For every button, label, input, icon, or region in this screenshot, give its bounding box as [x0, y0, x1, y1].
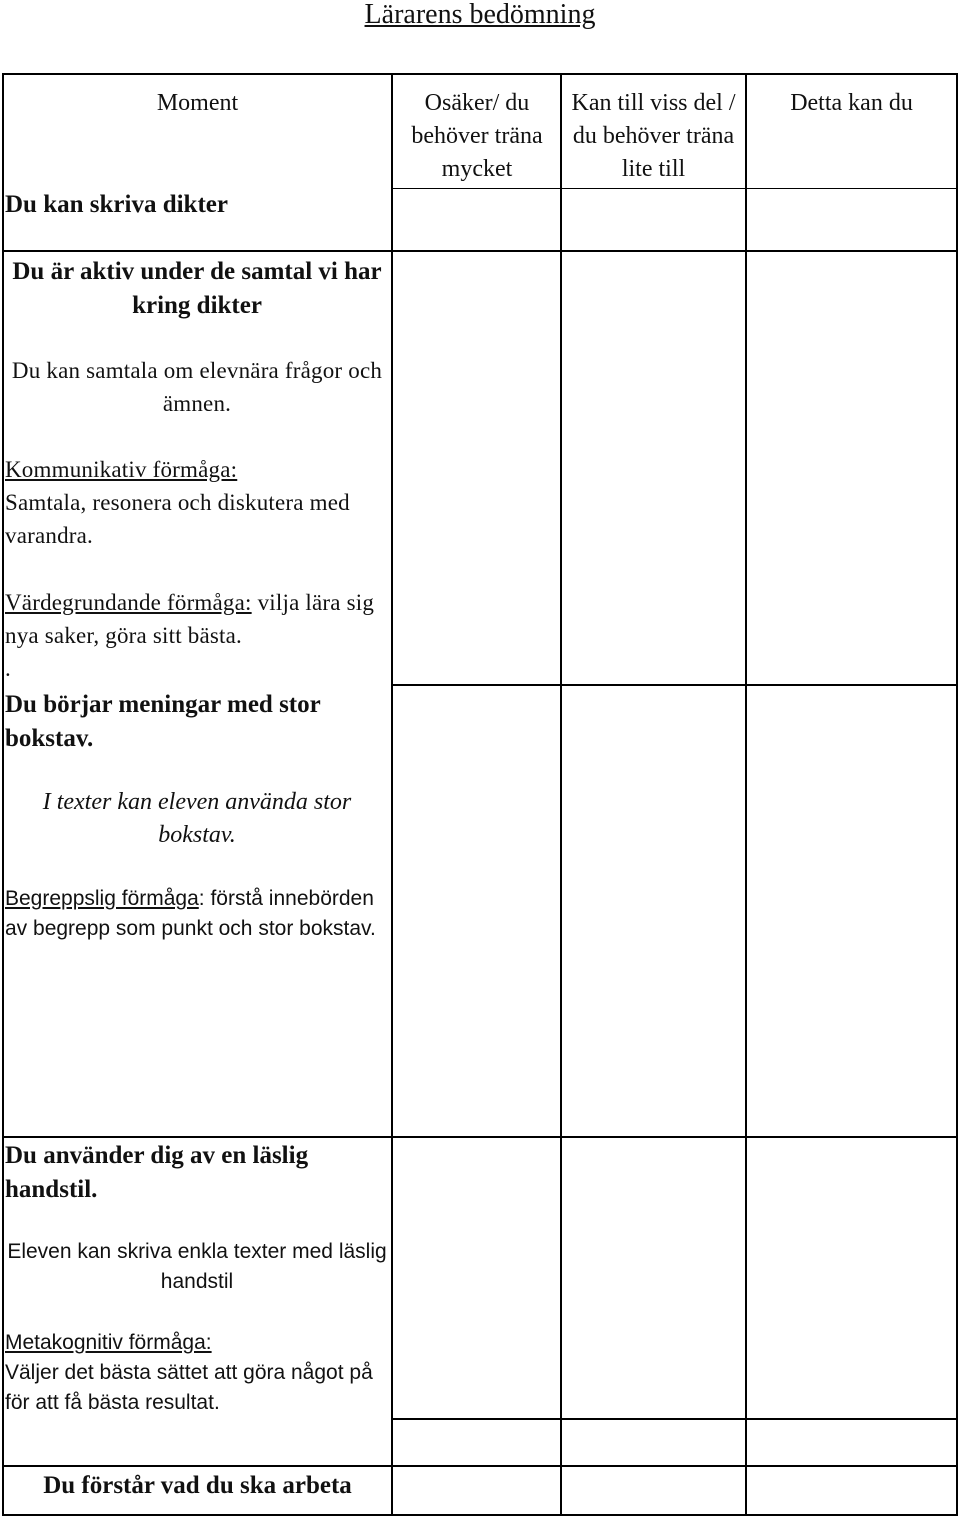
ability-text: Väljer det bästa sättet att göra något på för att få bästa resultat. — [5, 1361, 373, 1414]
table-border-right — [956, 73, 958, 1516]
row-divider — [2, 1465, 958, 1467]
page-title: Lärarens bedömning — [364, 0, 596, 30]
row-divider — [392, 1418, 958, 1420]
row-divider — [392, 188, 958, 189]
moment-active-discussions: Du är aktiv under de samtal vi har kring dikter — [12, 258, 382, 319]
table-border-left — [2, 73, 4, 1516]
moment-handwriting: Du använder dig av en läslig handstil. — [5, 1142, 309, 1203]
column-divider — [560, 73, 562, 1516]
ability-label: Värdegrundande förmåga: — [5, 590, 252, 615]
ability-text: : förstå innebörden av begrepp som punkt och stor bokstav. — [5, 887, 376, 940]
ability-label: Begreppslig förmåga — [5, 887, 199, 910]
moment-description: Eleven kan skriva enkla texter med läslig handstil — [7, 1240, 387, 1293]
header-moment: Moment — [156, 90, 239, 116]
header-col-unsure: Osäker/ du behöver träna mycket — [411, 90, 543, 182]
row-divider — [2, 1136, 958, 1138]
row-divider — [392, 684, 958, 686]
ability-text: Samtala, resonera och diskutera med varandra. — [5, 490, 350, 548]
moment-description: I texter kan eleven använda stor bokstav. — [42, 789, 352, 848]
table-border-top — [2, 73, 958, 75]
ability-text: vilja lära sig nya saker, göra sitt bästa. — [5, 590, 375, 648]
ability-block — [5, 884, 389, 944]
moment-understand-work: Du förstår vad du ska arbeta — [43, 1472, 352, 1499]
column-divider — [391, 73, 393, 1516]
ability-block — [5, 586, 389, 685]
moment-capital-letters: Du börjar meningar med stor bokstav. — [5, 691, 321, 752]
ability-block — [5, 1328, 391, 1418]
ability-label: Kommunikativ förmåga: — [5, 457, 238, 482]
row-divider — [2, 250, 958, 252]
ability-label: Metakognitiv förmåga: — [5, 1331, 212, 1354]
column-divider — [745, 73, 747, 1516]
header-col-partly: Kan till viss del / du behöver träna lite till — [571, 90, 736, 182]
header-col-can: Detta kan du — [790, 90, 913, 116]
table-border-bottom — [2, 1514, 958, 1516]
moment-write-poems: Du kan skriva dikter — [5, 191, 228, 218]
moment-description: Du kan samtala om elevnära frågor och ämnen. — [11, 358, 383, 416]
dot-text: . — [5, 656, 11, 681]
ability-block — [5, 453, 389, 552]
